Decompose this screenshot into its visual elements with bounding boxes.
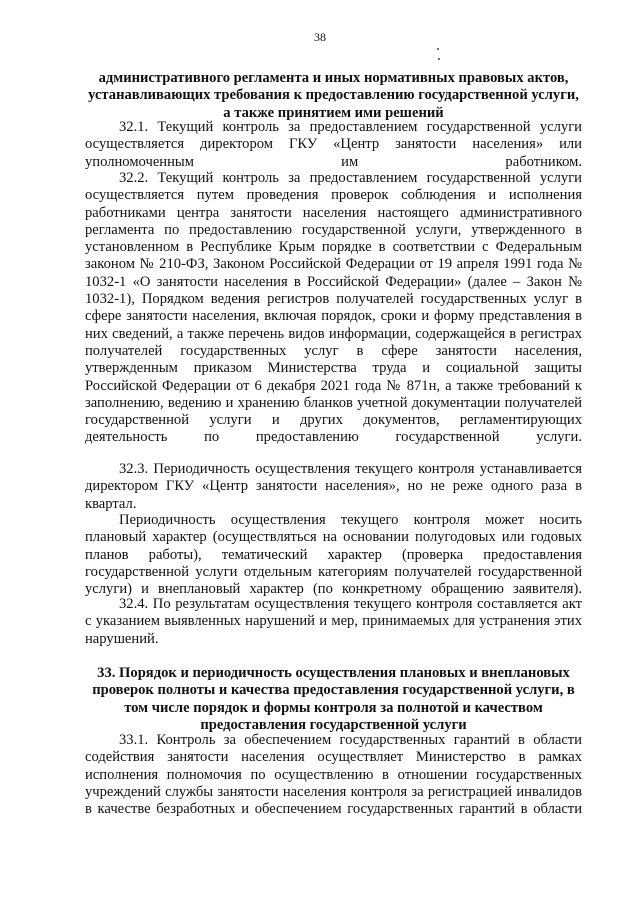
paragraph-33-1: 33.1. Контроль за обеспечением государственных гарантий в области содействия занятости населения осуществляет Министерство в рамках исполнения полномочия по осуществлению в отношении государственных учреждений службы занятости населения контроля за регистрацией инвалидов в качестве безработных и обеспечением государственных гарантий в области	[85, 732, 582, 818]
paragraph-32-4: 32.4. По результатам осуществления текущего контроля составляется акт с указанием выявленных нарушений и мер, принимаемых для устранения этих нарушений.	[85, 596, 582, 647]
page-number: 38	[314, 30, 326, 44]
paragraph-32-1: 32.1. Текущий контроль за предоставлением государственной услуги осуществляется директором ГКУ «Центр занятости населения» или уполномоченным им работником.	[85, 119, 582, 170]
scan-speck	[437, 48, 439, 50]
scan-specks	[436, 48, 442, 64]
paragraph-32-2: 32.2. Текущий контроль за предоставлением государственной услуги осуществляется путем проведения проверок соблюдения и исполнения работниками центра занятости населения настоящего административного регламента по предоставлению государственной услуги, утвержденного в установленном в Республике Крым порядке в соответствии с Федеральным законом № 210-ФЗ, Законом Российской Федерации от 19 апреля 1991 года № 1032-1 «О занятости населения в Российской Федерации» (далее – Закон № 1032-1), Порядком ведения регистров получателей государственных услуг в сфере занятости населения, включая порядок, сроки и форму представления в них сведений, а также перечень видов информации, содержащейся в регистрах получателей государственных услуг в сфере занятости населения, утвержденным приказом Министерства труда и социальной защиты Российской Федерации от 6 декабря 2021 года № 871н, а также требований к заполнению, ведению и хранению бланков учетной документации получателей государственной услуги и других документов, регламентирующих деятельность по предоставлению государственной услуги.	[85, 170, 582, 446]
paragraph-32-3: 32.3. Периодичность осуществления текущего контроля устанавливается директором ГКУ «Центр занятости населения», но не реже одного раза в квартал.	[85, 461, 582, 512]
scan-speck	[438, 58, 440, 60]
section-33-heading: 33. Порядок и периодичность осуществления плановых и внеплановых проверок полноты и качества предоставления государственной услуги, в том числе порядок и формы контроля за полнотой и качеством предоставления государственной услуги	[92, 665, 575, 733]
heading-top: административного регламента и иных нормативных правовых актов, устанавливающих требования к предоставлению государственной услуги, а также принятием ими решений	[88, 70, 579, 121]
paragraph-periodicity: Периодичность осуществления текущего контроля может носить плановый характер (осуществляться на основании полугодовых или годовых планов работы), тематический характер (проверка предоставления государственной услуги отдельным категориям получателей государственной услуги) и внеплановый характер (по конкретному обращению заявителя).	[85, 512, 582, 598]
